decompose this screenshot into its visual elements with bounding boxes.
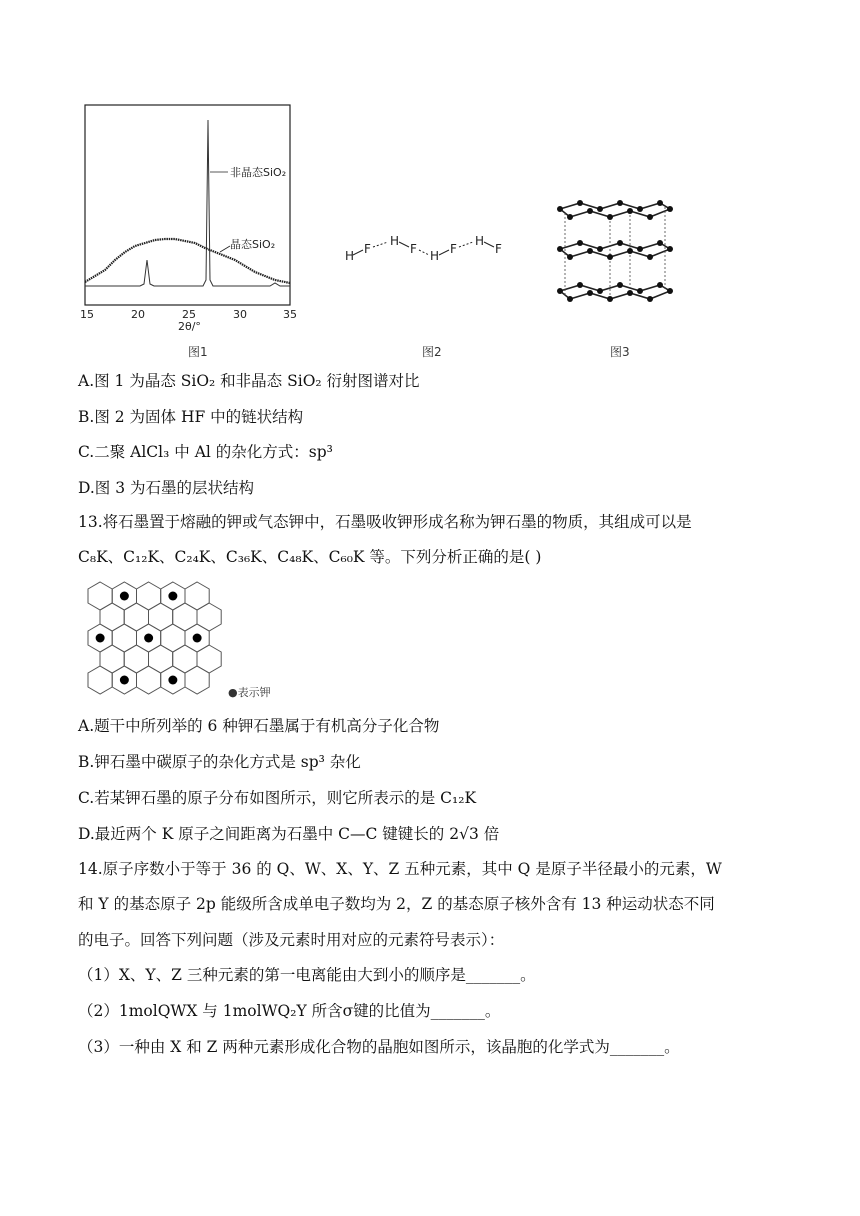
atom-h1: H: [345, 249, 355, 263]
xtick-15: 15: [80, 308, 94, 321]
q14-part-3: （3）一种由 X 和 Z 两种元素形成化合物的晶胞如图所示，该晶胞的化学式为_______。: [78, 1038, 680, 1056]
q13-stem-line1: 13.将石墨置于熔融的钾或气态钾中，石墨吸收钾形成名称为钾石墨的物质，其组成可以是: [78, 513, 692, 531]
legend-potassium: ●表示钾: [228, 686, 271, 699]
hexagon: [112, 624, 136, 652]
figure-3-graphite-layers: [550, 195, 680, 315]
atom-h2: H: [390, 234, 400, 248]
potassium-graphite-hex-grid: [76, 580, 226, 705]
atom-f2: F: [410, 242, 417, 256]
hexagon: [197, 645, 221, 673]
label-amorphous: 非晶态SiO₂: [230, 166, 287, 179]
hexagon: [100, 645, 124, 673]
label-crystalline: 晶态SiO₂: [230, 238, 276, 251]
xtick-30: 30: [233, 308, 247, 321]
atom-f4: F: [495, 242, 502, 256]
hexagon: [100, 603, 124, 631]
hexagon: [124, 603, 148, 631]
q12-option-d: D.图 3 为石墨的层状结构: [78, 479, 255, 497]
figure-3-caption: 图3: [610, 345, 630, 359]
hexagon: [137, 582, 161, 610]
potassium-atom: [120, 592, 129, 601]
figure-2-caption: 图2: [422, 345, 442, 359]
q13-option-b: B.钾石墨中碳原子的杂化方式是 sp³ 杂化: [78, 753, 361, 771]
xtick-20: 20: [131, 308, 145, 321]
q12-option-c: C.二聚 AlCl₃ 中 Al 的杂化方式：sp³: [78, 443, 333, 461]
potassium-atom: [120, 676, 129, 685]
hexagon: [137, 666, 161, 694]
q14-stem-line2: 和 Y 的基态原子 2p 能级所含成单电子数均为 2，Z 的基态原子核外含有 13 种运动状态不同: [78, 895, 715, 913]
atom-h4: H: [475, 234, 485, 248]
q14-part-1: （1）X、Y、Z 三种元素的第一电离能由大到小的顺序是_______。: [78, 966, 536, 984]
hexagon: [173, 645, 197, 673]
atom-f1: F: [364, 242, 371, 256]
atom-f3: F: [450, 242, 457, 256]
hexagon: [149, 603, 173, 631]
q14-stem-line3: 的电子。回答下列问题（涉及元素时用对应的元素符号表示）：: [78, 931, 505, 949]
potassium-atom: [168, 592, 177, 601]
figure-1-caption: 图1: [188, 345, 208, 359]
hexagon: [88, 582, 112, 610]
hexagon: [197, 603, 221, 631]
q13-option-c: C.若某钾石墨的原子分布如图所示，则它所表示的是 C₁₂K: [78, 789, 477, 807]
figure-2-hf-chain: [340, 228, 520, 268]
xtick-35: 35: [283, 308, 297, 321]
potassium-atom: [96, 634, 105, 643]
xtick-25: 25: [182, 308, 196, 321]
hexagon: [149, 645, 173, 673]
q13-stem-line2: C₈K、C₁₂K、C₂₄K、C₃₆K、C₄₈K、C₆₀K 等。下列分析正确的是( ): [78, 548, 542, 566]
hexagon: [185, 582, 209, 610]
potassium-atom: [168, 676, 177, 685]
q13-option-d: D.最近两个 K 原子之间距离为石墨中 C—C 键键长的 2√3 倍: [78, 825, 500, 843]
x-axis-label: 2θ/°: [178, 320, 201, 333]
hexagon: [161, 624, 185, 652]
q13-option-a: A.题干中所列举的 6 种钾石墨属于有机高分子化合物: [78, 717, 440, 735]
figure-1-xrd-chart: [70, 100, 310, 340]
atom-h3: H: [430, 249, 440, 263]
hexagon: [173, 603, 197, 631]
hexagon: [124, 645, 148, 673]
q12-option-a: A.图 1 为晶态 SiO₂ 和非晶态 SiO₂ 衍射图谱对比: [78, 372, 420, 390]
potassium-atom: [193, 634, 202, 643]
hexagon: [185, 666, 209, 694]
crystalline-curve: [85, 120, 290, 286]
potassium-atom: [144, 634, 153, 643]
q12-option-b: B.图 2 为固体 HF 中的链状结构: [78, 408, 304, 426]
hexagon: [88, 666, 112, 694]
q14-part-2: （2）1molQWX 与 1molWQ₂Y 所含σ键的比值为_______。: [78, 1002, 501, 1020]
q14-stem-line1: 14.原子序数小于等于 36 的 Q、W、X、Y、Z 五种元素，其中 Q 是原子半径最小的元素，W: [78, 860, 722, 878]
